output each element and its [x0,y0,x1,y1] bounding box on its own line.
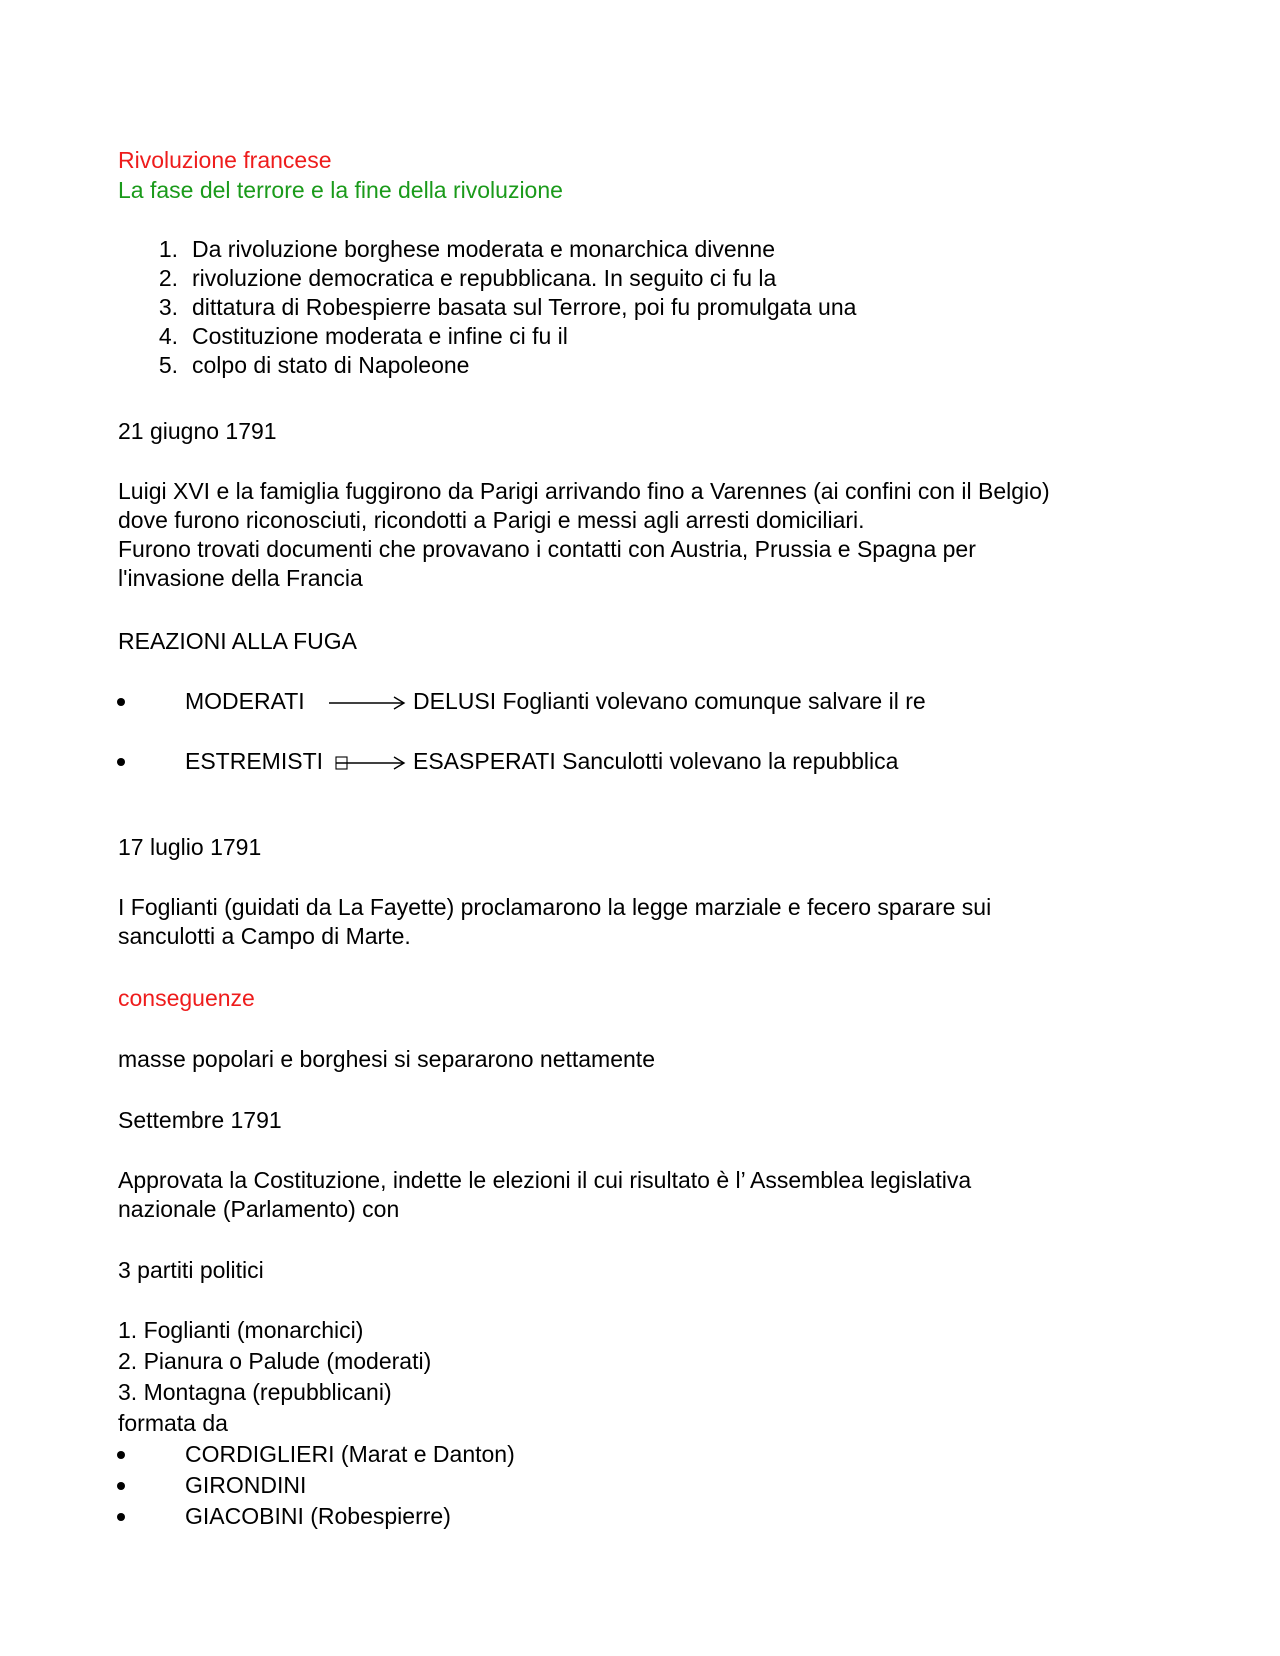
consequences-text: masse popolari e borghesi si separarono nettamente [118,1046,655,1072]
paragraph-line: Approvata la Costituzione, indette le elezioni il cui risultato è l’ Assemblea legislativa [118,1167,972,1193]
bullet-dot [117,1513,125,1521]
paragraph-line: I Foglianti (guidati da La Fayette) proclamarono la legge marziale e fecero sparare sui [118,894,992,920]
date-heading: 17 luglio 1791 [118,834,262,860]
section-heading: REAZIONI ALLA FUGA [118,628,358,654]
bullet-dot [117,758,125,766]
reaction-result: DELUSI Foglianti volevano comunque salvare il re [413,688,926,714]
faction-name: CORDIGLIERI (Marat e Danton) [185,1441,515,1467]
right-arrow-icon [335,747,407,776]
list-number: 4. [158,323,178,349]
list-item [0,1471,1280,1500]
list-text: rivoluzione democratica e repubblicana. In seguito ci fu la [192,265,777,291]
list-text: Costituzione moderata e infine ci fu il [192,323,568,349]
reaction-result: ESASPERATI Sanculotti volevano la repubblica [413,748,899,774]
paragraph-line: nazionale (Parlamento) con [118,1196,400,1222]
bullet-dot [117,698,125,706]
paragraph-line: dove furono riconosciuti, ricondotti a Parigi e messi agli arresti domiciliari. [118,507,865,533]
list-text: colpo di stato di Napoleone [192,352,470,378]
list-number: 1. [158,236,178,262]
reaction-group: MODERATI [185,688,305,714]
list-number: 5. [158,352,178,378]
reaction-group: ESTREMISTI [185,748,324,774]
paragraph-line: sanculotti a Campo di Marte. [118,923,411,949]
list-item: 3. Montagna (repubblicani) [118,1379,392,1405]
paragraph-line: Luigi XVI e la famiglia fuggirono da Parigi arrivando fino a Varennes (ai confini con il Belgio) [118,478,1050,504]
list-number: 3. [158,294,178,320]
document-title: Rivoluzione francese [118,147,332,173]
formed-by-label: formata da [118,1410,228,1436]
reaction-item [0,747,1280,776]
list-text: Da rivoluzione borghese moderata e monarchica divenne [192,236,776,262]
list-item: 2. Pianura o Palude (moderati) [118,1348,432,1374]
list-item: 1. Foglianti (monarchici) [118,1317,364,1343]
consequences-heading: conseguenze [118,985,255,1011]
date-heading: Settembre 1791 [118,1107,282,1133]
bullet-dot [117,1451,125,1459]
list-text: dittatura di Robespierre basata sul Terrore, poi fu promulgata una [192,294,857,320]
right-arrow-icon [327,687,407,716]
list-item [0,1440,1280,1469]
document-subtitle: La fase del terrore e la fine della rivoluzione [118,177,563,203]
paragraph-line: l'invasione della Francia [118,565,363,591]
faction-name: GIRONDINI [185,1472,307,1498]
date-heading: 21 giugno 1791 [118,418,277,444]
reaction-item [0,687,1280,716]
list-number: 2. [158,265,178,291]
faction-name: GIACOBINI (Robespierre) [185,1503,451,1529]
parties-heading: 3 partiti politici [118,1257,264,1283]
bullet-dot [117,1482,125,1490]
paragraph-line: Furono trovati documenti che provavano i contatti con Austria, Prussia e Spagna per [118,536,976,562]
list-item [0,1502,1280,1531]
